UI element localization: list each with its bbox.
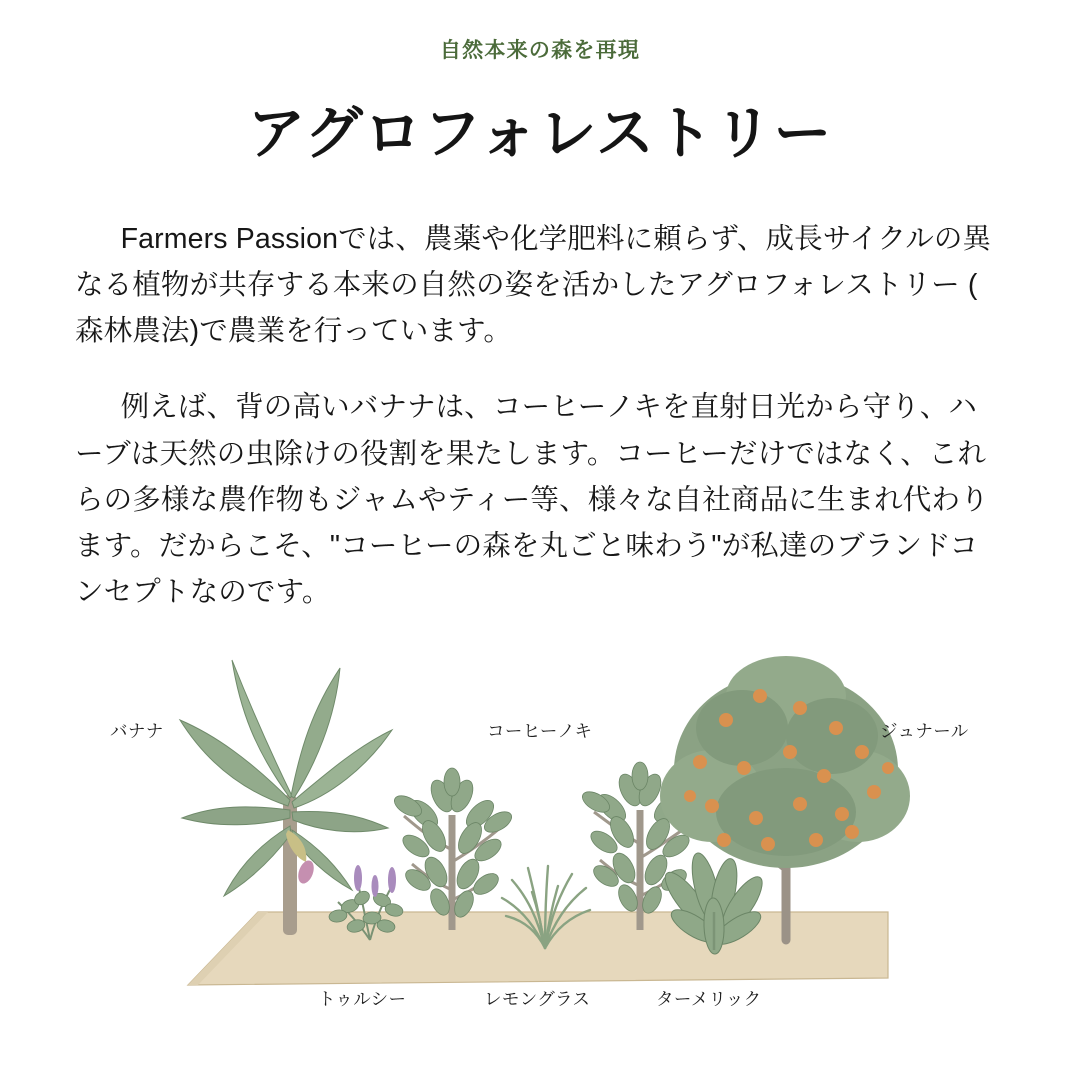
label-banana: バナナ: [110, 721, 164, 741]
paragraph-2: 例えば、背の高いバナナは、コーヒーノキを直射日光から守り、ハーブは天然の虫除けの役割を果たします。コーヒーだけではなく、これらの多様な農作物もジャムやティー等、様々な自社商品に生まれ代わります。だからこそ、"コーヒーの森を丸ごと味わう"が私達のブランドコンセプトなのです。: [75, 391, 989, 609]
label-turmeric: ターメリック: [656, 989, 762, 1009]
label-tulsi: トゥルシー: [318, 989, 407, 1009]
label-junar: ジュナール: [880, 721, 969, 741]
coffee-tree-left: [391, 768, 515, 930]
label-coffee: コーヒーノキ: [487, 721, 593, 741]
label-lemongrass: レモングラス: [484, 989, 591, 1009]
body-copy: [75, 216, 1005, 615]
paragraph-1: Farmers Passionでは、農薬や化学肥料に頼らず、成長サイクルの異なる植物が共存する本来の自然の姿を活かしたアグロフォレストリー ( 森林農法)で農業を行っています。: [75, 223, 992, 348]
page-eyebrow: 自然本来の森を再現: [439, 39, 641, 62]
agroforestry-illustration: [0, 600, 1080, 1070]
page-title: アグロフォレストリー: [247, 101, 833, 166]
